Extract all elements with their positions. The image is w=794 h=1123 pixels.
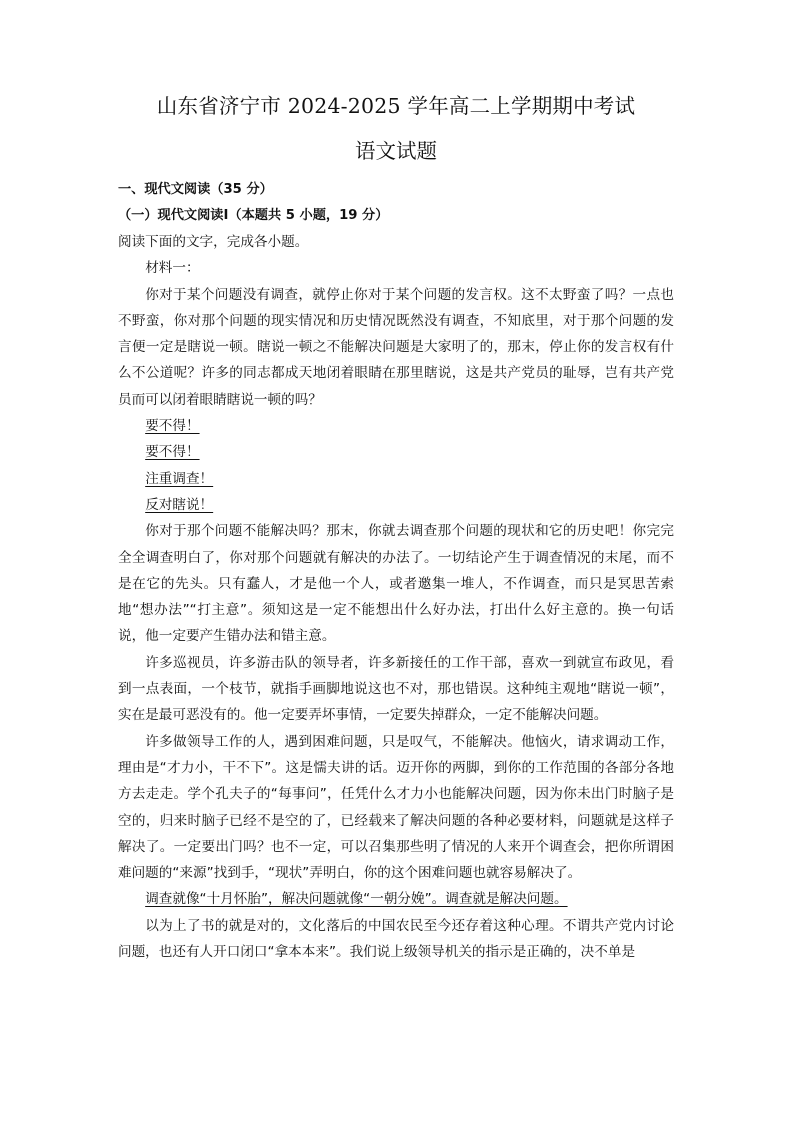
exam-subtitle: 语文试题 xyxy=(355,139,437,163)
body-paragraph: 你对于某个问题没有调查，就停止你对于某个问题的发言权。这不太野蛮了吗？一点也不野蛮，你对那个问题的现实情况和历史情况既然没有调查，不知底里，对于那个问题的发言便一定是瞎说一顿。瞎说一顿之不能解决问题是大家明了的，那末，停止你的发言权有什么不公道呢？许多的同志都成天地闭着眼睛在那里瞎说，这是共产党员的耻辱，岂有共产党员而可以闭着眼睛瞎说一顿的吗？ xyxy=(118,286,674,408)
body-paragraph: 许多做领导工作的人，遇到困难问题，只是叹气，不能解决。他恼火，请求调动工作，理由是“才力小，干不下”。这是懦夫讲的话。迈开你的两脚，到你的工作范围的各部分各地方去走走。学个孔夫子的“每事问”，任凭什么才力小也能解决问题，因为你未出门时脑子是空的，归来时脑子已经不是空的了，已经载来了解决问题的各种必要材料，问题就是这样子解决了。一定要出门吗？也不一定，可以召集那些明了情况的人来开个调查会，把你所谓困难问题的“来源”找到手，“现状”弄明白，你的这个困难问题也就容易解决了。 xyxy=(118,733,674,882)
subsection-heading: （一）现代文阅读Ⅰ（本题共 5 小题，19 分） xyxy=(118,208,389,223)
slogan-text: 要不得！ xyxy=(145,444,200,461)
slogan-text: 要不得！ xyxy=(145,418,200,435)
slogan-line xyxy=(118,492,674,518)
slogan-line xyxy=(118,466,674,492)
slogan-line xyxy=(118,413,674,439)
underlined-sentence-line xyxy=(118,886,674,912)
body-paragraph: 许多巡视员，许多游击队的领导者，许多新接任的工作干部，喜欢一到就宣布政见，看到一点表面，一个枝节，就指手画脚地说这也不对，那也错误。这种纯主观地“瞎说一顿”，实在是最可恶没有的。他一定要弄坏事情，一定要失掉群众，一定不能解决问题。 xyxy=(118,654,674,724)
slogan-text: 反对瞎说！ xyxy=(145,496,214,513)
instruction-text: 阅读下面的文字，完成各小题。 xyxy=(118,234,309,250)
exam-title: 山东省济宁市 2024-2025 学年高二上学期期中考试 xyxy=(156,94,636,118)
section-heading: 一、现代文阅读（35 分） xyxy=(118,182,273,197)
exam-page xyxy=(118,92,674,965)
slogan-text: 注重调查！ xyxy=(145,470,214,487)
slogan-line xyxy=(118,439,674,465)
body-paragraph: 以为上了书的就是对的，文化落后的中国农民至今还存着这种心理。不谓共产党内讨论问题，也还有人开口闭口“拿本本来”。我们说上级领导机关的指示是正确的，决不单是 xyxy=(118,917,674,961)
body-paragraph: 你对于那个问题不能解决吗？那末，你就去调查那个问题的现状和它的历史吧！你完完全全调查明白了，你对那个问题就有解决的办法了。一切结论产生于调查情况的末尾，而不是在它的先头。只有蠢人，才是他一个人，或者邀集一堆人，不作调查，而只是冥思苦索地“想办法”“打主意”。须知这是一定不能想出什么好办法，打出什么好主意的。换一句话说，他一定要产生错办法和错主意。 xyxy=(118,523,674,645)
material-label: 材料一： xyxy=(145,260,200,277)
underlined-sentence: 调查就像“十月怀胎”，解决问题就像“一朝分娩”。调查就是解决问题。 xyxy=(145,891,568,908)
